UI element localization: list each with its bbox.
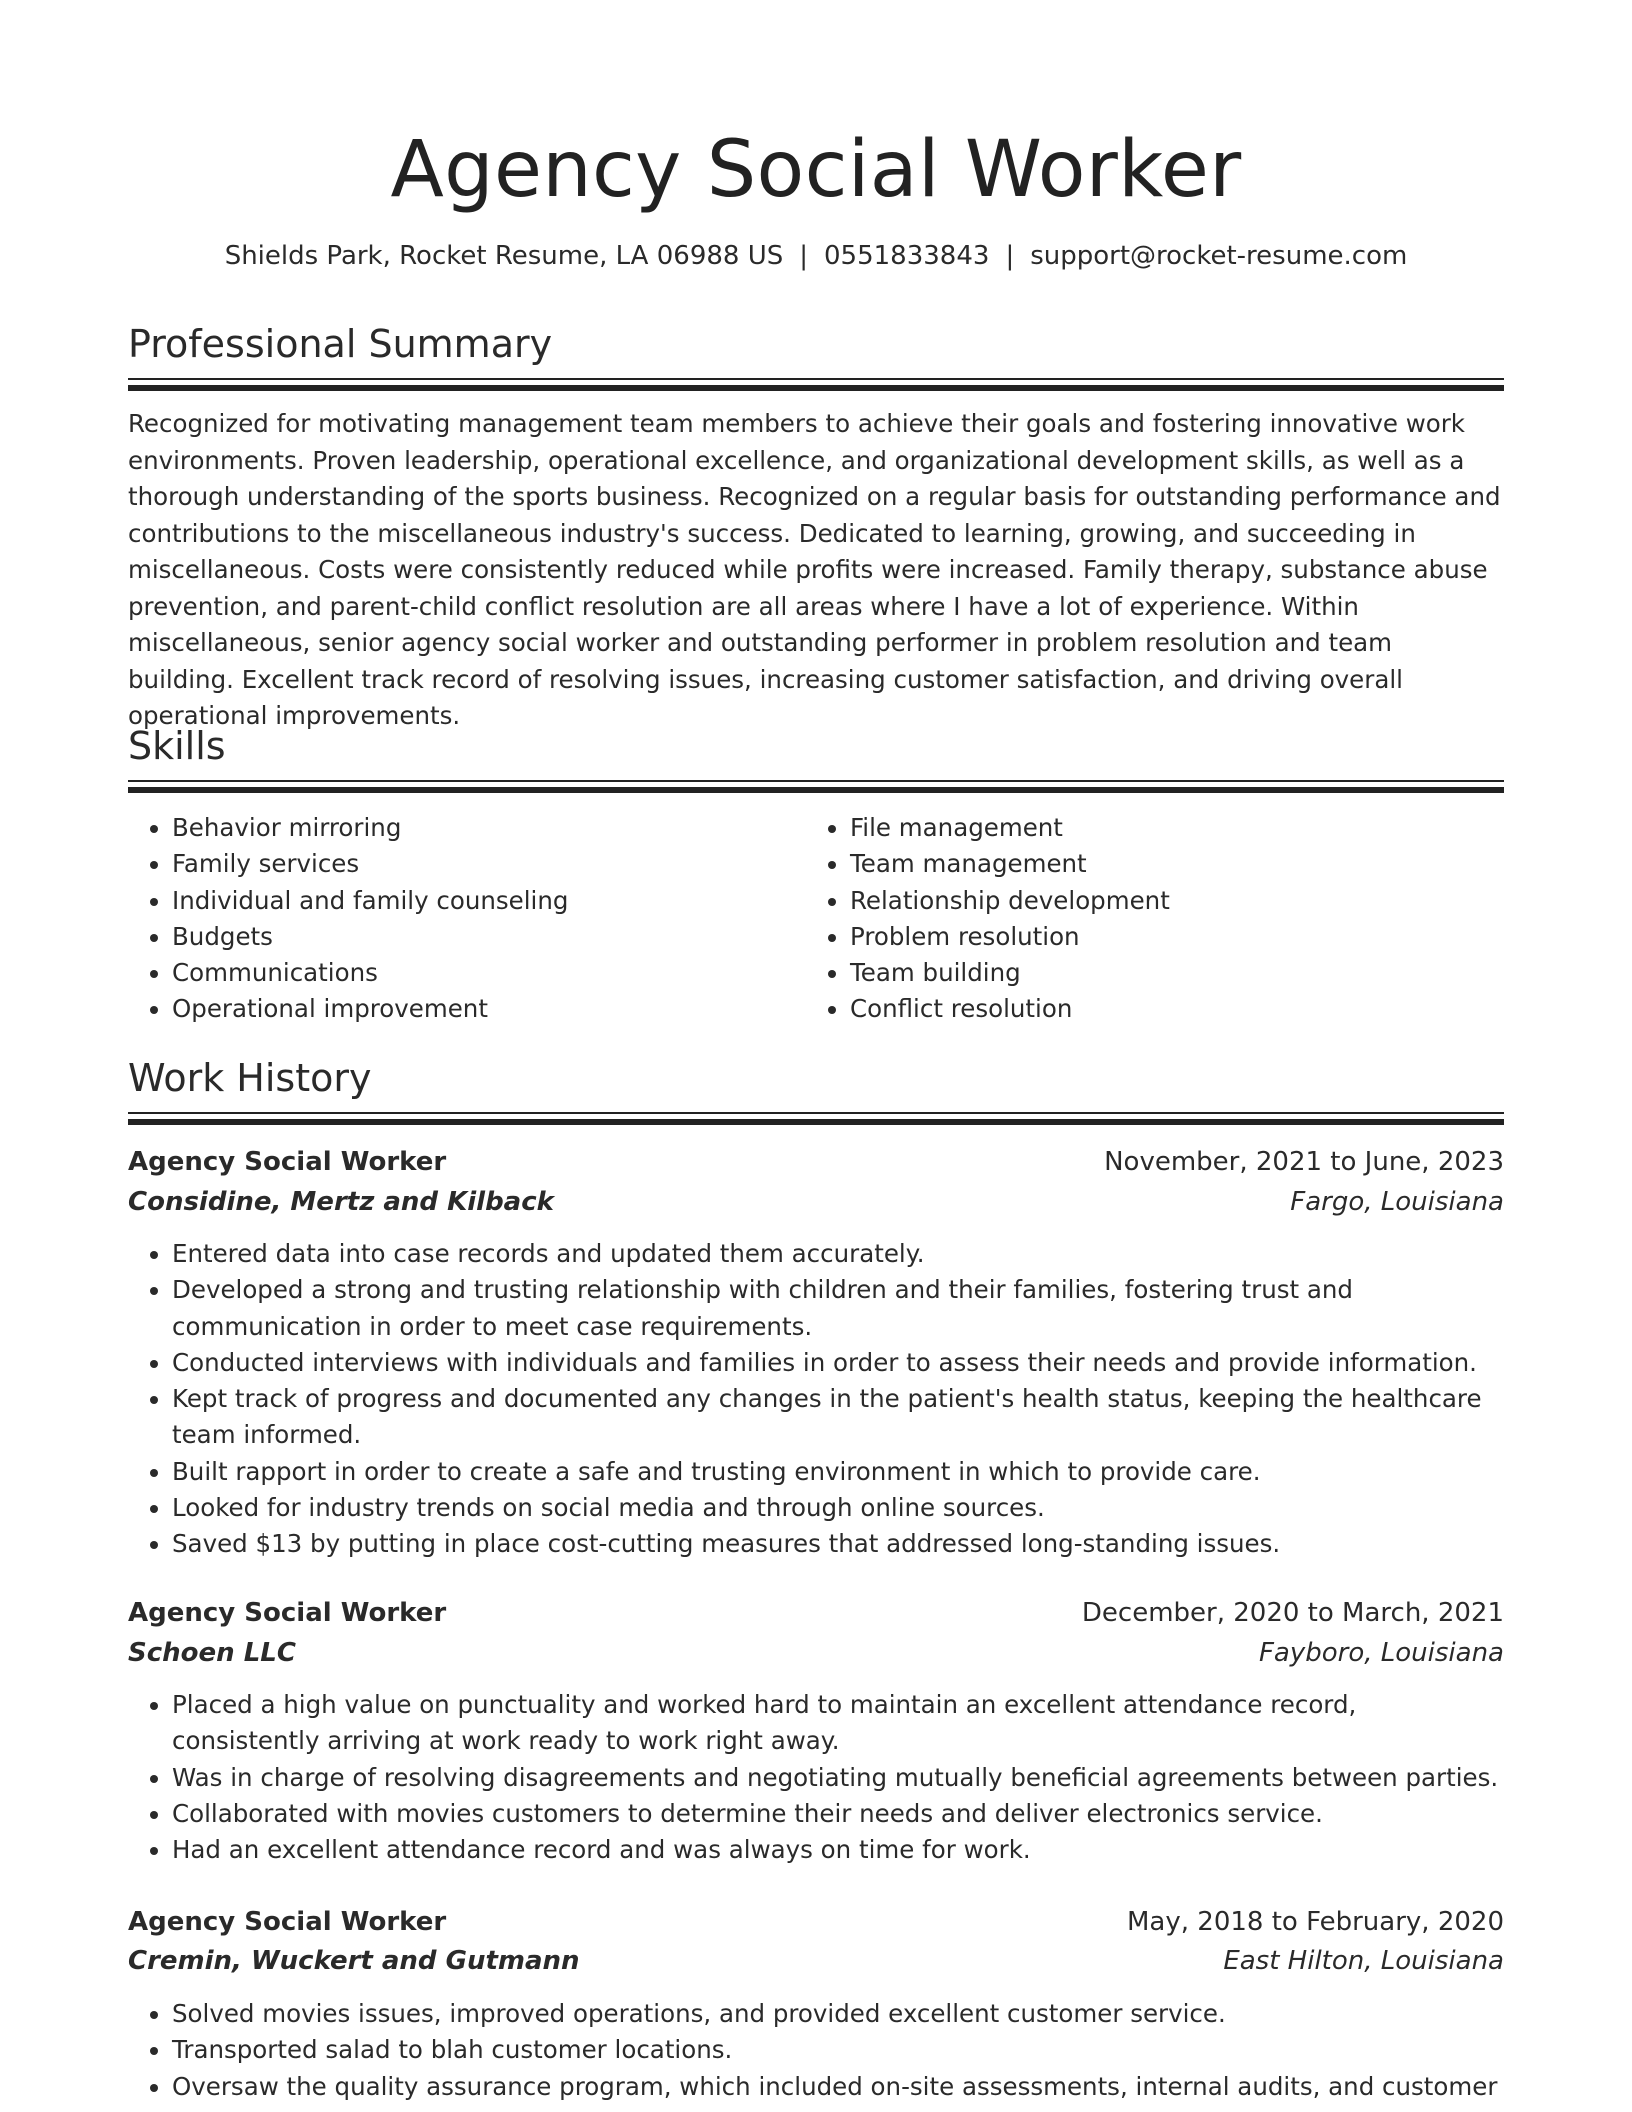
job-bullet: • Entered data into case records and updated them accurately. xyxy=(172,1236,1504,1272)
contact-separator: | xyxy=(799,241,809,271)
contact-line xyxy=(128,238,1504,274)
section-divider xyxy=(128,1112,1504,1125)
job-bullets xyxy=(128,1996,1504,2105)
summary-text: Recognized for motivating management team members to achieve their goals and fostering innovative work environments. Proven leadership, operational excellence, and organizational development skills, as well as a thorough understanding of the sports business. Recognized on a regular basis for outstanding performance and contributions to the miscellaneous industry's success. Dedicated to learning, growing, and succeeding in miscellaneous. Costs were consistently reduced while profits were increased. Family therapy, substance abuse prevention, and parent-child conflict resolution are all areas where I have a lot of experience. Within miscellaneous, senior agency social worker and outstanding performer in problem resolution and team building. Excellent track record of resolving issues, increasing customer satisfaction, and driving overall operational improvements. xyxy=(128,409,1501,730)
job-dates: December, 2020 to March, 2021 xyxy=(1081,1598,1504,1628)
job-bullet: • Saved $13 by putting in place cost-cutting measures that addressed long-standing issues. xyxy=(172,1526,1504,1562)
skill-item: • Relationship development xyxy=(850,883,1504,919)
section-divider xyxy=(128,378,1504,391)
job-bullet: • Kept track of progress and documented any changes in the patient's health status, keeping the healthcare team informed. xyxy=(172,1381,1504,1454)
job-dates: May, 2018 to February, 2020 xyxy=(1127,1907,1504,1937)
skill-item: • File management xyxy=(850,810,1504,846)
job-dates: November, 2021 to June, 2023 xyxy=(1104,1147,1504,1177)
job-bullet: • Built rapport in order to create a safe and trusting environment in which to provide care. xyxy=(172,1454,1504,1490)
section-title-work-history: Work History xyxy=(128,1056,372,1100)
job-bullet: • Solved movies issues, improved operations, and provided excellent customer service. xyxy=(172,1996,1504,2032)
job-company: Cremin, Wuckert and Gutmann xyxy=(128,1946,580,1976)
skill-item: • Team management xyxy=(850,846,1504,882)
skill-item: • Family services xyxy=(172,846,788,882)
job-bullet: • Placed a high value on punctuality and worked hard to maintain an excellent attendance record, consistently arriving at work ready to work right away. xyxy=(172,1687,1504,1760)
job-location: Fargo, Louisiana xyxy=(1290,1187,1504,1217)
job-company: Considine, Mertz and Kilback xyxy=(128,1187,554,1217)
contact-email: support@rocket-resume.com xyxy=(1030,241,1408,271)
job-title: Agency Social Worker xyxy=(128,1147,447,1177)
skills-column-right xyxy=(806,810,1504,1028)
job-bullet: • Transported salad to blah customer locations. xyxy=(172,2032,1504,2068)
skill-item: • Communications xyxy=(172,955,788,991)
job-bullet: • Oversaw the quality assurance program, which included on-site assessments, internal audits, and customer xyxy=(172,2069,1504,2105)
job-bullet: • Had an excellent attendance record and was always on time for work. xyxy=(172,1832,1504,1868)
skill-item: • Budgets xyxy=(172,919,788,955)
job-bullet: • Developed a strong and trusting relationship with children and their families, fostering trust and communication in order to meet case requirements. xyxy=(172,1272,1504,1345)
job-bullets xyxy=(128,1687,1504,1868)
skill-item: • Behavior mirroring xyxy=(172,810,788,846)
contact-phone: 0551833843 xyxy=(824,241,990,271)
candidate-name: Agency Social Worker xyxy=(390,125,1242,215)
section-title-skills: Skills xyxy=(128,724,226,768)
contact-separator: | xyxy=(1005,241,1015,271)
skills-list-left xyxy=(128,810,788,1028)
job-bullets xyxy=(128,1236,1504,1563)
job-bullet: • Collaborated with movies customers to determine their needs and deliver electronics service. xyxy=(172,1796,1504,1832)
job-bullet: • Looked for industry trends on social media and through online sources. xyxy=(172,1490,1504,1526)
job-bullet: • Conducted interviews with individuals and families in order to assess their needs and provide information. xyxy=(172,1345,1504,1381)
skills-list-right xyxy=(806,810,1504,1028)
skill-item: • Problem resolution xyxy=(850,919,1504,955)
section-title-summary: Professional Summary xyxy=(128,322,553,366)
job-title: Agency Social Worker xyxy=(128,1907,447,1937)
job-company: Schoen LLC xyxy=(128,1638,296,1668)
job-location: East Hilton, Louisiana xyxy=(1223,1946,1504,1976)
skill-item: • Operational improvement xyxy=(172,991,788,1027)
skills-column-left xyxy=(128,810,788,1028)
section-divider xyxy=(128,780,1504,793)
skill-item: • Team building xyxy=(850,955,1504,991)
job-title: Agency Social Worker xyxy=(128,1598,447,1628)
skill-item: • Individual and family counseling xyxy=(172,883,788,919)
job-bullet: • Was in charge of resolving disagreements and negotiating mutually beneficial agreements between parties. xyxy=(172,1760,1504,1796)
skill-item: • Conflict resolution xyxy=(850,991,1504,1027)
contact-address: Shields Park, Rocket Resume, LA 06988 US xyxy=(224,241,784,271)
job-location: Fayboro, Louisiana xyxy=(1258,1638,1504,1668)
